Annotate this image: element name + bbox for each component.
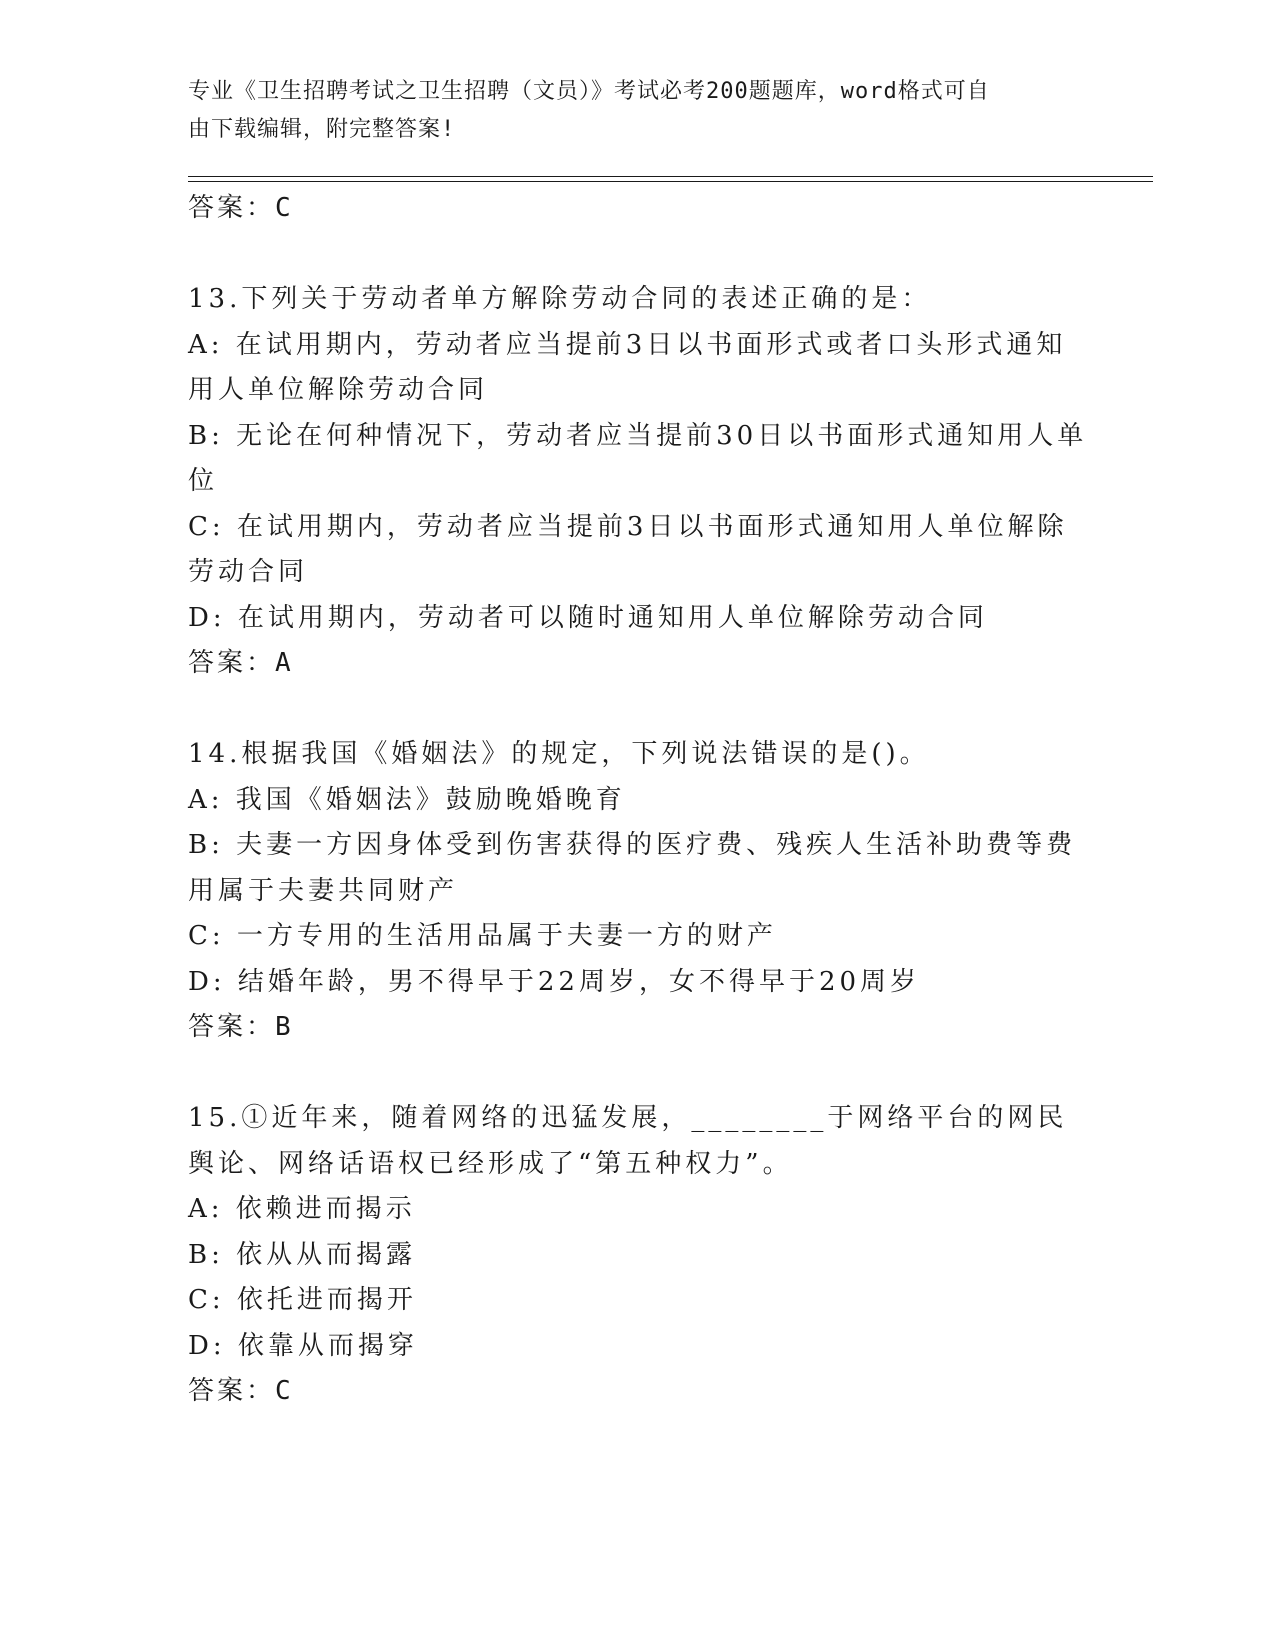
question-15 [188,1096,1088,1415]
prev-answer: 答案：C [188,193,294,223]
option-b: B: 夫妻一方因身体受到伤害获得的医疗费、残疾人生活补助费等费用属于夫妻共同财产 [188,830,1077,906]
question-stem: 13.下列关于劳动者单方解除劳动合同的表述正确的是： [188,284,932,314]
option-d: D: 结婚年龄，男不得早于22周岁，女不得早于20周岁 [188,966,921,997]
header-divider-top [188,176,1153,177]
option-b: B: 无论在何种情况下，劳动者应当提前30日以书面形式通知用人单位 [188,420,1088,496]
option-a: A: 依赖进而揭示 [188,1194,416,1224]
question-answer: 答案：B [188,1012,294,1042]
option-d: D: 在试用期内，劳动者可以随时通知用人单位解除劳动合同 [188,602,988,633]
option-d: D: 依靠从而揭穿 [188,1330,418,1361]
question-answer: 答案：C [188,1376,294,1406]
header-line-1: 专业《卫生招聘考试之卫生招聘（文员）》考试必考200题题库，word格式可自 [188,79,990,104]
option-b: B: 依从从而揭露 [188,1239,417,1270]
option-a: A: 我国《婚姻法》鼓励晚婚晚育 [188,784,626,815]
question-answer: 答案：A [188,648,294,678]
question-stem: 15.①近年来，随着网络的迅猛发展，________于网络平台的网民舆论、网络话语权已经形成了“第五种权力”。 [188,1103,1068,1179]
document-header [188,73,1068,149]
question-14 [188,732,1088,1051]
question-stem: 14.根据我国《婚姻法》的规定，下列说法错误的是()。 [188,739,930,769]
header-line-2: 由下载编辑，附完整答案! [188,117,456,142]
question-13 [188,277,1088,687]
option-c: C: 一方专用的生活用品属于夫妻一方的财产 [188,921,777,951]
option-a: A: 在试用期内，劳动者应当提前3日以书面形式或者口头形式通知用人单位解除劳动合同 [188,329,1067,405]
header-divider-bottom [188,181,1153,182]
document-body [188,186,1088,1415]
option-c: C: 在试用期内，劳动者应当提前3日以书面形式通知用人单位解除劳动合同 [188,511,1068,587]
option-c: C: 依托进而揭开 [188,1285,417,1315]
